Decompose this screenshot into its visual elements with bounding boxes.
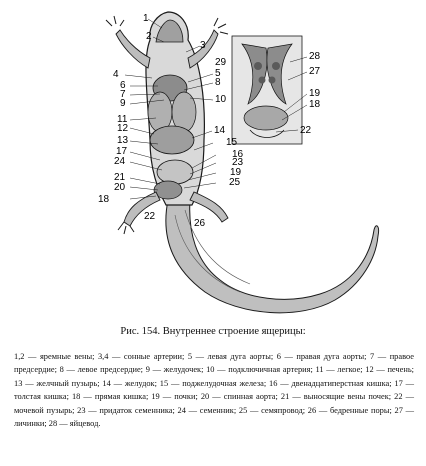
figure-label: 25 bbox=[229, 177, 241, 188]
figure-label: 2 bbox=[146, 31, 152, 42]
figure-label: 11 bbox=[117, 114, 128, 125]
inset-label: 19 bbox=[309, 88, 321, 99]
figure-label: 8 bbox=[215, 77, 221, 88]
figure-label: 5 bbox=[215, 68, 221, 79]
figure-label: 20 bbox=[114, 182, 126, 193]
figure-label: 28 bbox=[309, 51, 321, 62]
inset-label: 22 bbox=[300, 125, 312, 136]
figure-label: 19 bbox=[230, 167, 242, 178]
figure-label: 14 bbox=[214, 125, 226, 136]
figure-label: 27 bbox=[309, 66, 321, 77]
figure-label: 17 bbox=[116, 146, 128, 157]
figure-label: 29 bbox=[215, 57, 227, 68]
figure-label: 9 bbox=[120, 98, 126, 109]
figure-label: 4 bbox=[113, 69, 119, 80]
figure-label: 10 bbox=[215, 94, 227, 105]
figure-label: 7 bbox=[120, 89, 126, 100]
inset-label: 18 bbox=[309, 99, 321, 110]
figure-label: 23 bbox=[232, 157, 244, 168]
figure-caption: Рис. 154. Внутреннее строение ящерицы: bbox=[120, 326, 306, 337]
figure-label: 22 bbox=[144, 211, 156, 222]
figure-label: 13 bbox=[117, 135, 129, 146]
figure-label: 15 bbox=[226, 137, 238, 148]
figure-legend: 1,2 — яремные вены; 3,4 — сонные артерии; 5 — левая дуга аорты; 6 — правая дуга аорты; 7 — правое предсердие; 8 — левое предсердие; 9 — желудочек; 10 — подключичная артерия; 11 — легкое; 12 — печень; 13 — желчный пузырь; 14 — желудок; 15 — поджелудочная железа; 16 — двенадцатиперстная кишка; 17 — толстая кишка; 18 — прямая кишка; 19 — почки; 20 — спинная аорта; 21 — выносящие вены почек; 22 — мочевой пузырь; 23 — придаток семенника; 24 — семенник; 25 — семяпровод; 26 — бедренные поры; 27 — личинки; 28 — яйцевод. bbox=[14, 352, 414, 429]
figure-label: 3 bbox=[200, 40, 206, 51]
inset-drawing bbox=[232, 36, 302, 144]
figure-label: 18 bbox=[98, 194, 110, 205]
tail-drawing bbox=[166, 200, 379, 313]
figure-label: 24 bbox=[114, 156, 126, 167]
figure-label: 1 bbox=[143, 13, 149, 24]
figure-label: 26 bbox=[194, 218, 206, 229]
figure-label: 16 bbox=[232, 149, 244, 160]
figure-label: 12 bbox=[117, 123, 129, 134]
figure-label: 21 bbox=[114, 172, 126, 183]
figure-label: 6 bbox=[120, 80, 126, 91]
